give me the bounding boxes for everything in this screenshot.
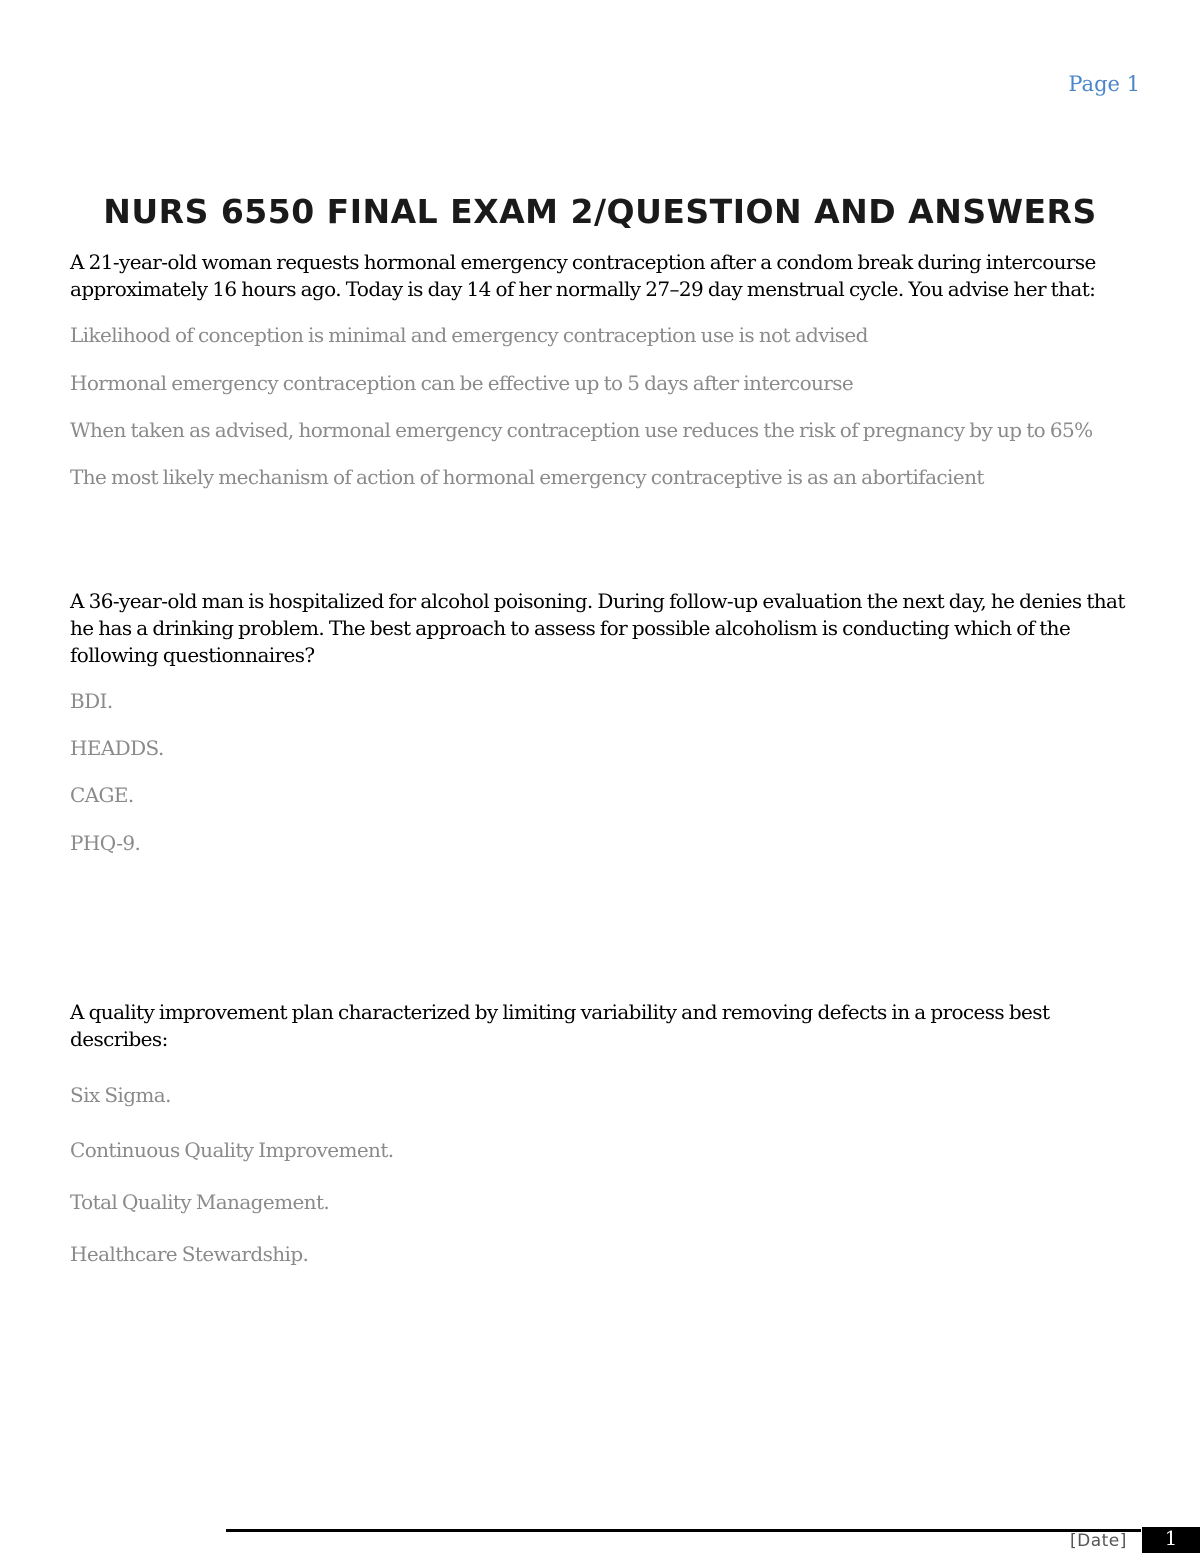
- question-3-option-4: Healthcare Stewardship.: [70, 1242, 309, 1266]
- question-3-option-1: Six Sigma.: [70, 1083, 171, 1107]
- question-1-text: A 21-year-old woman requests hormonal emergency contraception after a condom break during intercourse approximately 16 hours ago. Today is day 14 of her normally 27–29 day menstrual cycle. You advise her that:: [70, 250, 1096, 301]
- question-2-text: A 36-year-old man is hospitalized for alcohol poisoning. During follow-up evaluation the next day, he denies that he has a drinking problem. The best approach to assess for possible alcoholism is conducting which of the following questionnaires?: [70, 589, 1125, 667]
- question-1-option-1: Likelihood of conception is minimal and emergency contraception use is not advised: [70, 323, 868, 347]
- footer-rule: [226, 1529, 1141, 1532]
- question-2-option-2: HEADDS.: [70, 736, 164, 760]
- footer-page-number: 1: [1142, 1527, 1200, 1553]
- page-title: NURS 6550 FINAL EXAM 2/QUESTION AND ANSWERS: [103, 192, 1097, 231]
- question-1-option-4: The most likely mechanism of action of hormonal emergency contraceptive is as an abortifacient: [70, 465, 984, 489]
- question-2-option-4: PHQ-9.: [70, 831, 141, 855]
- footer-date: [Date]: [1070, 1531, 1127, 1551]
- question-1-option-2: Hormonal emergency contraception can be effective up to 5 days after intercourse: [70, 371, 854, 395]
- question-3-option-2: Continuous Quality Improvement.: [70, 1138, 394, 1162]
- question-1-option-3: When taken as advised, hormonal emergency contraception use reduces the risk of pregnancy by up to 65%: [70, 418, 1093, 442]
- question-3-text: A quality improvement plan characterized by limiting variability and removing defects in a process best describes:: [70, 1000, 1050, 1051]
- question-2-option-1: BDI.: [70, 689, 113, 713]
- question-2-option-3: CAGE.: [70, 783, 134, 807]
- page-label: Page 1: [1068, 72, 1140, 96]
- question-3-option-3: Total Quality Management.: [70, 1190, 330, 1214]
